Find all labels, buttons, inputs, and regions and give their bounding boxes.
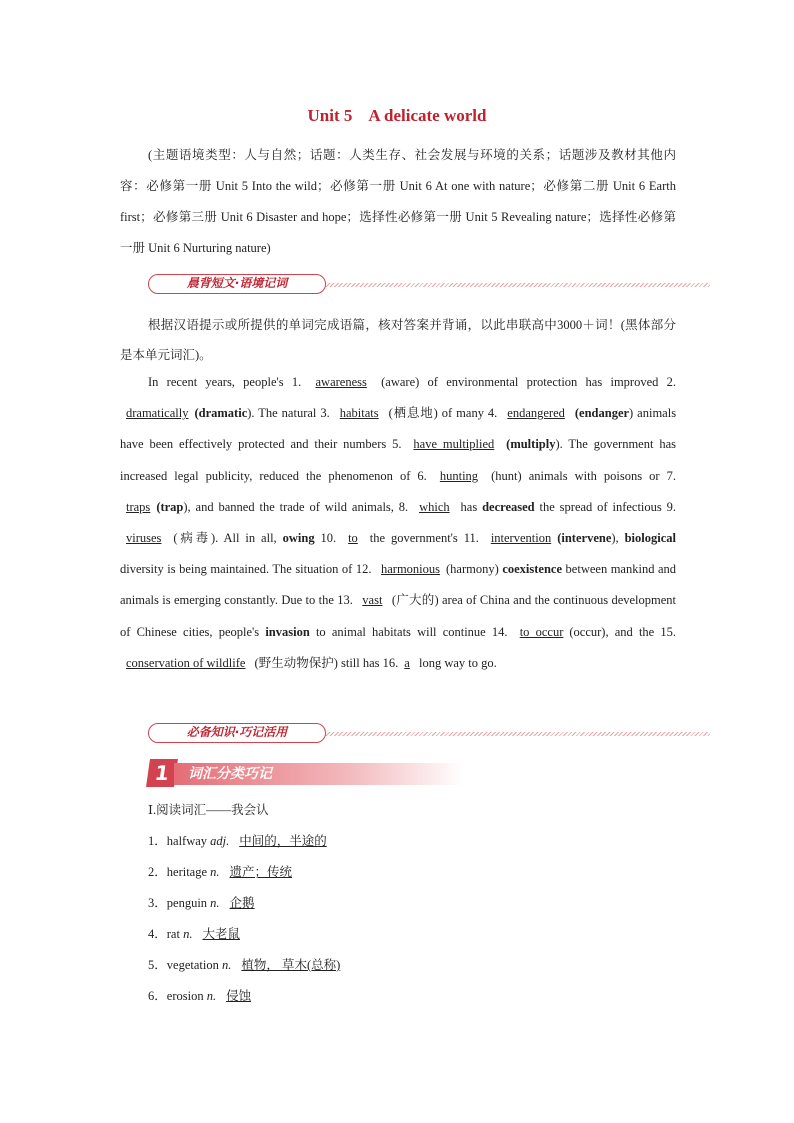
answer-8: which [419,499,450,514]
answer-4: endangered [507,406,565,421]
answer-15: conservation of wildlife [126,655,246,670]
reading-vocab-subheading: Ⅰ.阅读词汇——我会认 [148,803,269,817]
list-item: 3．penguin n. 企鹅 [148,890,346,921]
answer-9: viruses [126,531,162,546]
section-banner-essential-knowledge [148,723,710,745]
meaning: 企鹅 [229,896,255,910]
section-title: 词汇分类巧记 [174,763,464,785]
answer-11: intervention [490,531,552,546]
instructions: 根据汉语提示或所提供的单词完成语篇，核对答案并背诵，以此串联高中3000＋词！(黑体部分是本单元词汇)。 [120,318,676,362]
list-item: 2．heritage n. 遗产；传统 [148,859,346,890]
answer-12: harmonious [380,562,441,577]
answer-5: have multiplied [413,437,495,452]
banner-label: 必备知识·巧记活用 [148,723,326,743]
unit-name: A delicate world [368,106,487,125]
answer-10: to [348,531,358,546]
topic-intro: (主题语境类型：人与自然；话题：人类生存、社会发展与环境的关系；话题涉及教材其他内容：必修第一册 Unit 5 Into the wild；必修第一册 Unit 6 At one with nature；必修第二册 Unit 6 Earth first；必修第三册 Unit 6 Disaster and hope；选择性必修第一册 Unit 5 Revealing nature；选择性必修第一册 Unit 6 Nurturing nature) [120,148,676,255]
list-item: 1．halfway adj. 中间的，半途的 [148,828,346,859]
section-number: 1 [146,759,178,787]
page-title [0,106,794,126]
banner-label: 晨背短文·语境记词 [148,274,326,294]
answer-14: to occur [519,624,564,639]
answer-16: a [404,655,410,670]
answer-7: traps [126,499,151,514]
vocab-section-header [148,759,468,787]
meaning: 中间的，半途的 [239,834,327,848]
list-item: 5．vegetation n. 植物， 草木(总称) [148,952,346,983]
unit-number: Unit 5 [307,106,353,125]
list-item: 6．erosion n. 侵蚀 [148,983,346,1014]
meaning: 植物， 草木(总称) [241,958,341,972]
banner-divider [308,283,710,287]
meaning: 遗产；传统 [229,865,293,879]
banner-divider [308,732,710,736]
cloze-passage: In recent years, people's 1. awareness (aware) of environmental protection has improved 2. dramatically (dramatic). The natural 3. habitats (栖息地) of many 4. endangered (endanger) animals have been effectively protected and their numbers 5. have multiplied (multiply). The government has increased legal publicity, reduced the phenomenon of 6. hunting (hunt) animals with poisons or 7. traps (trap), and banned the trade of wild animals, 8. which has decreased the spread of infectious 9. viruses (病毒). All in all, owing 10. to the government's 11. intervention (intervene), biological diversity is being maintained. The situation of 12. harmonious (harmony) coexistence between mankind and animals is emerging constantly. Due to the 13. vast (广大的) area of China and the continuous development of Chinese cities, people's invasion to animal habitats will continue 14. to occur (occur), and the 15. conservation of wildlife (野生动物保护) still has 16. a long way to go. [120,375,677,670]
answer-2: dramatically [126,406,189,421]
meaning: 大老鼠 [202,927,240,941]
meaning: 侵蚀 [226,989,252,1003]
vocab-list [148,828,346,1014]
answer-6: hunting [439,468,479,483]
answer-13: vast [362,593,383,608]
section-banner-morning-reading [148,274,710,296]
answer-1: awareness [315,375,367,389]
list-item: 4．rat n. 大老鼠 [148,921,346,952]
answer-3: habitats [339,406,379,421]
